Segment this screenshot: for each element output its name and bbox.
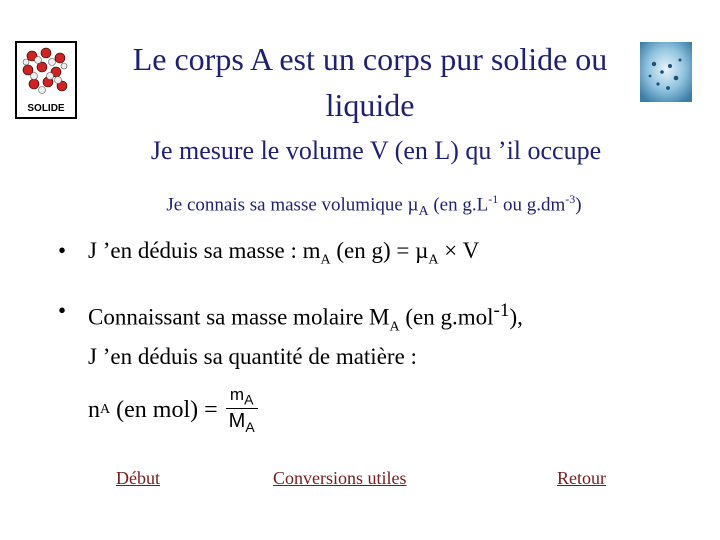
debut-link[interactable]: Début [116, 468, 160, 488]
svg-text:SOLIDE: SOLIDE [27, 103, 65, 114]
bullet-masse: • J ’en déduis sa masse : $m_A$ (en g) = µ$_A$ × V [58, 238, 480, 268]
conversions-link[interactable]: Conversions utiles [273, 468, 407, 488]
formula: n A (en mol) = $\frac{m_A}{M_A}$ [88, 385, 258, 435]
fraction-numerator: $m_A$ [229, 385, 254, 408]
volume-line: Je mesure le volume V (en L) qu ’il occupe [150, 136, 602, 165]
retour-link[interactable]: Retour [557, 468, 606, 488]
bullet-quantite: • Connaissant sa masse molaire $M_A$ (en g.mol$^{-1}$), J ’en déduis sa quantité de matière : [58, 297, 523, 369]
bullet-marker: • [58, 238, 67, 263]
bullet-marker: • [58, 297, 67, 323]
bullet-quantite-line2: J ’en déduis sa quantité de matière : [88, 343, 417, 369]
solide-logo [14, 40, 78, 120]
masse-volumique-line: Je connais sa masse volumique µ$_A$ (en $g.L^{-1}$ ou $g.dm^{-3}$) [166, 192, 582, 220]
fraction [226, 385, 258, 435]
bullet-list [58, 236, 698, 372]
page-title: Le corps A est un corps pur solide ou liquide [132, 41, 608, 123]
fraction-denominator: $M_A$ [228, 410, 255, 436]
fraction-bar [226, 408, 258, 409]
